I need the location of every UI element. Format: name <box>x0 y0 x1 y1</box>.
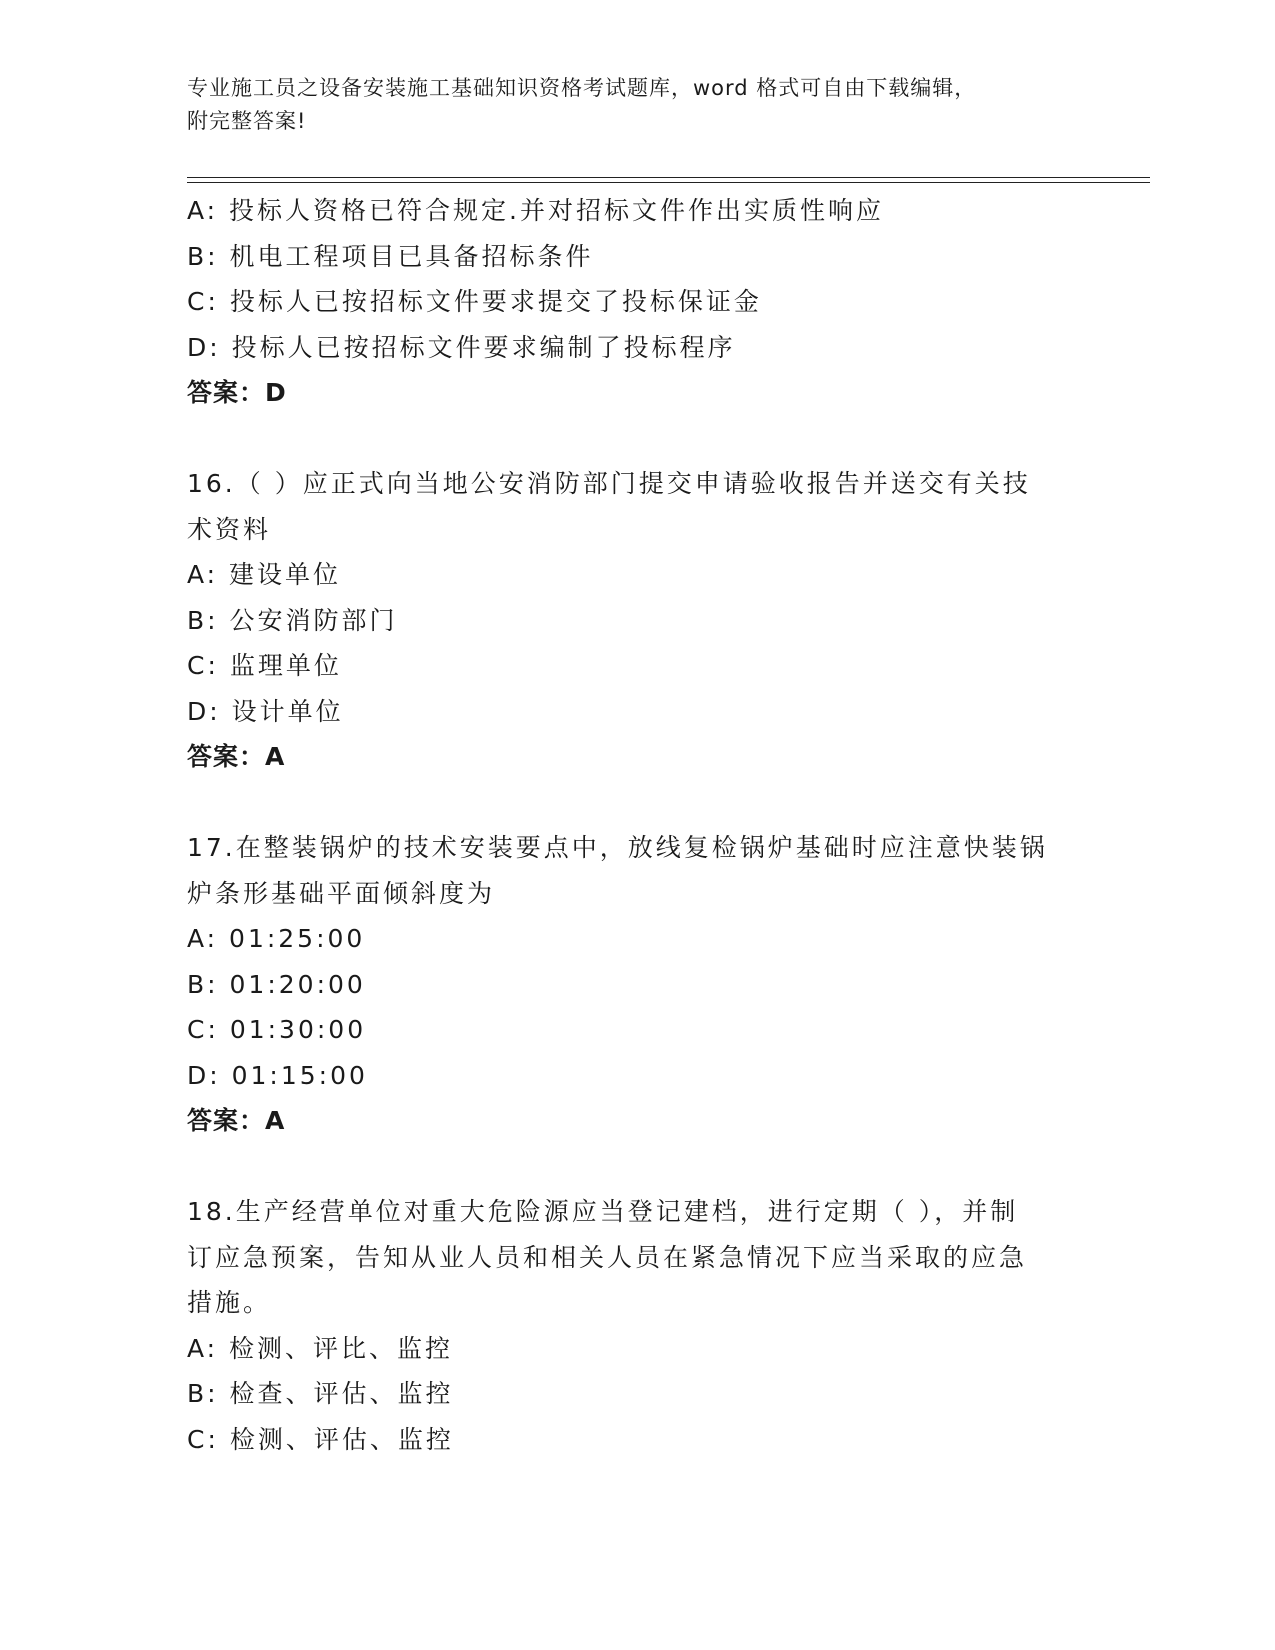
spacer <box>187 1144 1087 1190</box>
question-17 <box>187 825 1087 1144</box>
document-header <box>187 72 1087 138</box>
spacer <box>187 780 1087 826</box>
question-stem-continued: 订应急预案，告知从业人员和相关人员在紧急情况下应当采取的应急 <box>187 1242 1028 1272</box>
option-a: A: 建设单位 <box>187 560 342 589</box>
question-18 <box>187 1189 1087 1462</box>
spacer <box>187 416 1087 462</box>
option-a: A: 投标人资格已符合规定.并对招标文件作出实质性响应 <box>187 196 884 225</box>
option-d: D: 01:15:00 <box>187 1060 368 1090</box>
answer: 答案：A <box>187 742 286 771</box>
option-c: C: 投标人已按招标文件要求提交了投标保证金 <box>187 287 762 316</box>
answer: 答案：A <box>187 1106 286 1135</box>
question-stem-continued: 炉条形基础平面倾斜度为 <box>187 878 496 908</box>
option-a: A: 检测、评比、监控 <box>187 1333 454 1363</box>
question-stem-continued-2: 措施。 <box>187 1288 272 1317</box>
option-b: B: 公安消防部门 <box>187 605 398 635</box>
question-stem: 18.生产经营单位对重大危险源应当登记建档，进行定期（ ），并制 <box>187 1197 1019 1226</box>
option-b: B: 检查、评估、监控 <box>187 1379 454 1408</box>
option-b: B: 机电工程项目已具备招标条件 <box>187 241 594 271</box>
option-c: C: 01:30:00 <box>187 1015 367 1044</box>
header-line-2: 附完整答案! <box>187 109 307 133</box>
answer: 答案：D <box>187 378 287 407</box>
header-divider-bottom <box>187 182 1150 183</box>
option-c: C: 监理单位 <box>187 651 342 680</box>
option-d: D: 设计单位 <box>187 696 344 726</box>
option-a: A: 01:25:00 <box>187 924 366 953</box>
question-stem: 16.（ ）应正式向当地公安消防部门提交申请验收报告并送交有关技 <box>187 469 1031 498</box>
question-stem-continued: 术资料 <box>187 514 272 544</box>
question-content <box>187 188 1087 1462</box>
question-16 <box>187 461 1087 780</box>
header-line-1: 专业施工员之设备安装施工基础知识资格考试题库，word 格式可自由下载编辑， <box>187 76 977 100</box>
option-d: D: 投标人已按招标文件要求编制了投标程序 <box>187 332 736 362</box>
question-15 <box>187 188 1087 416</box>
option-b: B: 01:20:00 <box>187 969 366 999</box>
option-c: C: 检测、评估、监控 <box>187 1424 454 1454</box>
question-stem: 17.在整装锅炉的技术安装要点中，放线复检锅炉基础时应注意快装锅 <box>187 833 1048 862</box>
header-divider-top <box>187 177 1150 178</box>
